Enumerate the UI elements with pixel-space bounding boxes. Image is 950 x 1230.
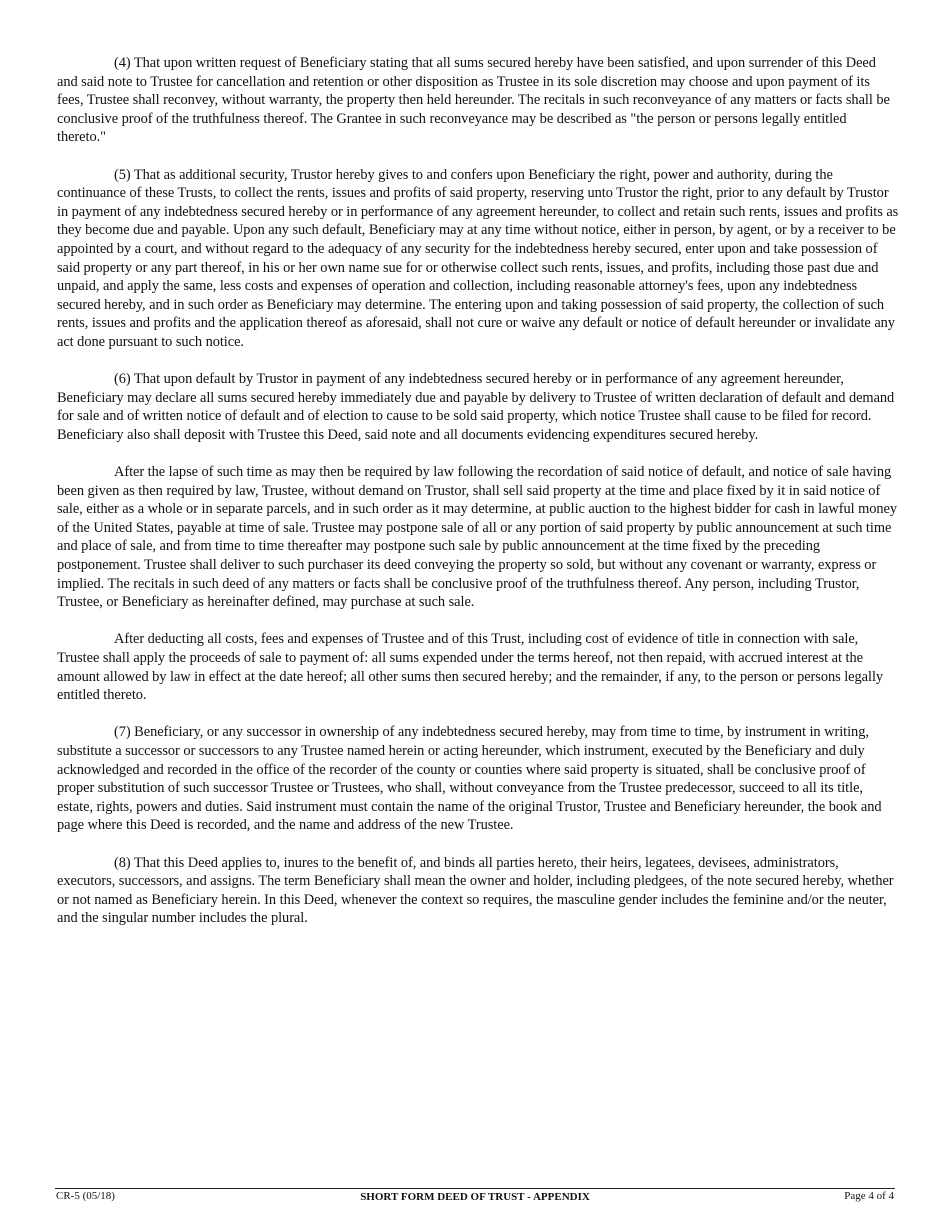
form-number: CR-5 (05/18) [56, 1190, 115, 1202]
paragraph-8-binding-effect: (8) That this Deed applies to, inures to the benefit of, and binds all parties hereto, their heirs, legatees, devisees, administrators, executors, successors, and assigns. The term Beneficiary shall mean the owner and holder, including pledgees, of the note secured hereby, whether or not named as Beneficiary herein. In this Deed, whenever the context so requires, the masculine gender includes the feminine and/or the neuter, and the singular number includes the plural. [57, 854, 894, 927]
paragraph-5-additional-security: (5) That as additional security, Trustor hereby gives to and confers upon Beneficiary the right, power and authority, during the continuance of these Trusts, to collect the rents, issues and profits of said property, reserving unto Trustor the right, prior to any default by Trustor in payment of any indebtedness secured hereby or in performance of any agreement hereunder, to collect and retain such rents, issues and profits as they become due and payable. Upon any such default, Beneficiary may at any time without notice, either in person, by agent, or by a receiver to be appointed by a court, and without regard to the adequacy of any security for the indebtedness hereby secured, enter upon and take possession of said property or any part thereof, in his or her own name sue for or otherwise collect such rents, issues, and profits, including those past due and unpaid, and apply the same, less costs and expenses of operation and collection, including reasonable attorney's fees, upon any indebtedness secured hereby, and in such order as Beneficiary may determine. The entering upon and taking possession of said property, the collection of such rents, issues and profits and the application thereof as aforesaid, shall not cure or waive any default or notice of default hereunder or invalidate any act done pursuant to such notice. [57, 166, 899, 350]
document-body [57, 54, 899, 947]
paragraph-6-default: (6) That upon default by Trustor in payment of any indebtedness secured hereby or in performance of any agreement hereunder, Beneficiary may declare all sums secured hereby immediately due and payable by delivery to Trustee of written declaration of default and demand for sale and of written notice of default and of election to cause to be sold said property, which notice Trustee shall cause to be filed for record. Beneficiary also shall deposit with Trustee this Deed, said note and all documents evidencing expenditures secured hereby. [57, 371, 895, 443]
page-number: Page 4 of 4 [844, 1190, 894, 1202]
paragraph-4-reconveyance: (4) That upon written request of Beneficiary stating that all sums secured hereby have been satisfied, and upon surrender of this Deed and said note to Trustee for cancellation and retention or other disposition as Trustee in its sole discretion may choose and upon payment of its fees, Trustee shall reconvey, without warranty, the property then held hereunder. The recitals in such reconveyance of any matters or facts shall be conclusive proof of the truthfulness thereof. The Grantee in such reconveyance may be described as "the person or persons legally entitled thereto." [57, 55, 890, 146]
paragraph-sale-procedure: After the lapse of such time as may then be required by law following the recordation of said notice of default, and notice of sale having been given as then required by law, Trustee, without demand on Trustor, shall sell said property at the time and place fixed by it in said notice of sale, either as a whole or in separate parcels, and in such order as it may determine, at public auction to the highest bidder for cash in lawful money of the United States, payable at time of sale. Trustee may postpone sale of all or any portion of said property by public announcement at such time and place of sale, and from time to time thereafter may postpone such sale by public announcement at the time fixed by the preceding postponement. Trustee shall deliver to such purchaser its deed conveying the property so sold, but without any covenant or warranty, express or implied. The recitals in such deed of any matters or facts shall be conclusive proof of the truthfulness thereof. Any person, including Trustor, Trustee, or Beneficiary as hereinafter defined, may purchase at such sale. [57, 464, 898, 611]
page-footer [55, 1188, 895, 1211]
footer-title: SHORT FORM DEED OF TRUST - APPENDIX [360, 1191, 590, 1203]
paragraph-proceeds-of-sale: After deducting all costs, fees and expenses of Trustee and of this Trust, including cost of evidence of title in connection with sale, Trustee shall apply the proceeds of sale to payment of: all sums expended under the terms hereof, not then repaid, with accrued interest at the amount allowed by law in effect at the date hereof; all other sums then secured hereby; and the remainder, if any, to the person or persons legally entitled thereto. [57, 631, 884, 704]
paragraph-7-substitution: (7) Beneficiary, or any successor in ownership of any indebtedness secured hereby, may from time to time, by instrument in writing, substitute a successor or successors to any Trustee named herein or acting hereunder, which instrument, executed by the Beneficiary and duly acknowledged and recorded in the office of the recorder of the county or counties where said property is situated, shall be conclusive proof of proper substitution of such successor Trustee or Trustees, who shall, without conveyance from the Trustee predecessor, succeed to all its title, estate, rights, powers and duties. Said instrument must contain the name of the original Trustor, Trustee and Beneficiary hereunder, the book and page where this Deed is recorded, and the name and address of the new Trustee. [57, 724, 882, 834]
